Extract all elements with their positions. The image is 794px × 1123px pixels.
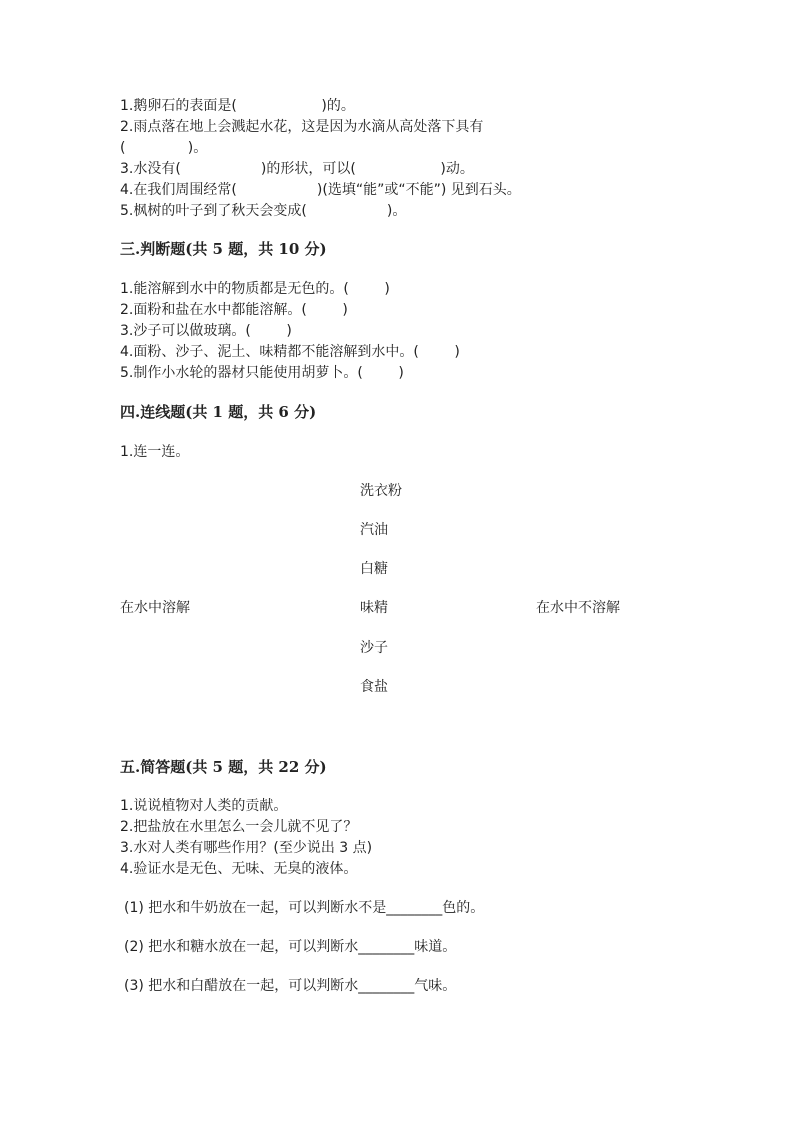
section-3-title: 三.判断题(共 5 题，共 10 分) [120,240,327,258]
fill-in-item-3: 3.水没有( )的形状，可以( )动。 [120,161,474,177]
judge-item-5: 5.制作小水轮的器材只能使用胡萝卜。( ) [120,365,404,381]
matching-item-3: 白糖 [360,561,388,577]
short-answer-sub-3: (3) 把水和白醋放在一起，可以判断水________气味。 [124,978,457,994]
short-answer-item-1: 1.说说植物对人类的贡献。 [120,798,288,814]
short-answer-item-4: 4.验证水是无色、无味、无臭的液体。 [120,861,358,877]
section-4-title: 四.连线题(共 1 题，共 6 分) [120,403,317,421]
judge-item-4: 4.面粉、沙子、泥土、味精都不能溶解到水中。( ) [120,344,460,360]
short-answer-item-2: 2.把盐放在水里怎么一会儿就不见了？ [120,819,358,835]
judge-item-3: 3.沙子可以做玻璃。( ) [120,323,292,339]
short-answer-item-3: 3.水对人类有哪些作用？(至少说出 3 点) [120,840,373,856]
section-5-title: 五.简答题(共 5 题，共 22 分) [120,758,327,776]
matching-item-5: 沙子 [360,640,388,656]
short-answer-sub-1: (1) 把水和牛奶放在一起，可以判断水不是________色的。 [124,900,485,916]
judge-item-2: 2.面粉和盐在水中都能溶解。( ) [120,302,348,318]
matching-right-label: 在水中不溶解 [536,600,620,616]
matching-item-6: 食盐 [360,679,388,695]
fill-in-item-4: 4.在我们周围经常( )(选填“能”或“不能”) 见到石头。 [120,182,521,198]
matching-left-label: 在水中溶解 [120,600,190,616]
fill-in-item-1: 1.鹅卵石的表面是( )的。 [120,98,355,114]
fill-in-item-5: 5.枫树的叶子到了秋天会变成( )。 [120,203,407,219]
short-answer-sub-2: (2) 把水和糖水放在一起，可以判断水________味道。 [124,939,457,955]
judge-item-1: 1.能溶解到水中的物质都是无色的。( ) [120,281,390,297]
matching-question: 1.连一连。 [120,444,190,460]
fill-in-item-2: 2.雨点落在地上会溅起水花，这是因为水滴从高处落下具有 [120,119,484,135]
matching-item-1: 洗衣粉 [360,483,402,499]
fill-in-item-2-continued: ( )。 [120,140,208,156]
matching-item-4: 味精 [360,600,388,616]
matching-item-2: 汽油 [360,522,388,538]
